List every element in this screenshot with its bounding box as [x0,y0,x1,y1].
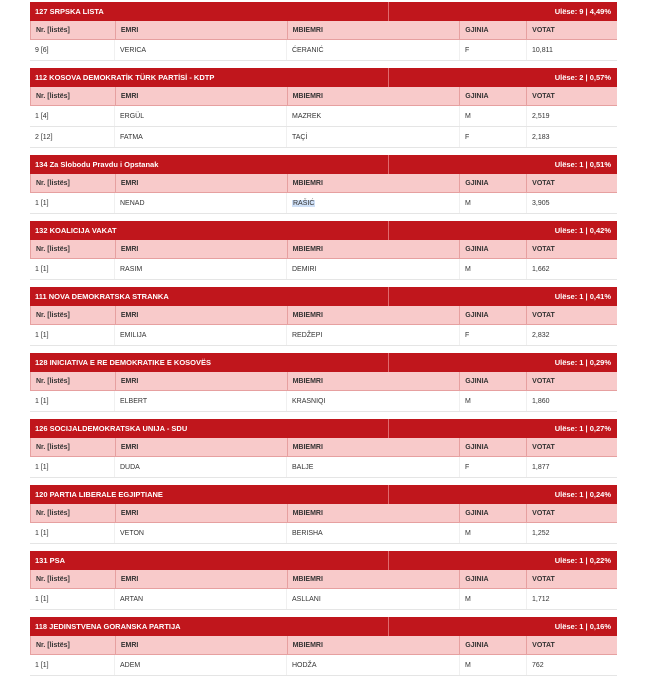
column-header-gender: GJINIA [460,87,527,105]
party-name: 120 PARTIA LIBERALE EGJIPTIANE [30,485,389,504]
party-seats: Ulëse: 2 | 0,57% [554,73,611,82]
column-header-votes: VOTAT [532,311,555,319]
cell-list-number: 9 [6] [30,40,115,60]
column-header-first-name: EMRI [116,87,288,105]
party-header [30,353,617,372]
column-header-first-name: EMRI [116,438,288,456]
party-header [30,617,617,636]
column-header-votes: VOTAT [532,575,555,583]
column-header-last-name: MBIEMRI [288,636,461,654]
selected-text: RAŠIĆ [293,199,315,207]
results-list [30,2,617,683]
cell-gender: F [460,457,527,477]
column-header-gender: GJINIA [460,438,527,456]
party-table [30,2,617,61]
party-seats: Ulëse: 1 | 0,24% [554,490,611,499]
table-row [30,655,617,676]
table-row [30,325,617,346]
party-seats: Ulëse: 1 | 0,42% [554,226,611,235]
party-header [30,419,617,438]
cell-last-name: TAÇİ [287,127,460,147]
column-header-gender: GJINIA [460,372,527,390]
cell-list-number: 1 [1] [30,589,115,609]
cell-list-number: 1 [1] [30,193,115,213]
party-table [30,551,617,610]
column-header-row [30,240,617,259]
column-header-row [30,372,617,391]
column-header-list-number: Nr. [listës] [31,504,116,522]
party-table [30,155,617,214]
column-header-votes: VOTAT [532,641,555,649]
column-header-first-name: EMRI [116,504,288,522]
cell-gender: M [460,259,527,279]
party-name: 111 NOVA DEMOKRATSKA STRANKA [30,287,389,306]
party-name: 118 JEDINSTVENA GORANSKA PARTIJA [30,617,389,636]
cell-gender: M [460,523,527,543]
cell-gender: F [460,40,527,60]
column-header-row [30,174,617,193]
table-row [30,457,617,478]
column-header-row [30,438,617,457]
cell-votes: 762 [532,661,544,669]
party-seats: Ulëse: 1 | 0,22% [554,556,611,565]
party-table [30,617,617,676]
party-header [30,287,617,306]
party-table [30,68,617,148]
column-header-gender: GJINIA [460,504,527,522]
column-header-list-number: Nr. [listës] [31,372,116,390]
cell-gender: M [460,655,527,675]
party-header [30,551,617,570]
column-header-gender: GJINIA [460,174,527,192]
cell-list-number: 1 [1] [30,259,115,279]
column-header-votes: VOTAT [532,26,555,34]
cell-votes: 10,811 [532,46,553,54]
cell-gender: M [460,193,527,213]
table-row [30,127,617,148]
column-header-votes: VOTAT [532,245,555,253]
cell-votes: 1,860 [532,397,550,405]
cell-first-name: ELBERT [115,391,287,411]
column-header-gender: GJINIA [460,21,527,39]
column-header-first-name: EMRI [116,306,288,324]
column-header-first-name: EMRI [116,570,288,588]
cell-votes: 1,252 [532,529,550,537]
party-name: 112 KOSOVA DEMOKRATİK TÜRK PARTİSİ - KDTP [30,68,389,87]
column-header-votes: VOTAT [532,179,555,187]
party-seats: Ulëse: 1 | 0,27% [554,424,611,433]
table-row [30,106,617,127]
column-header-votes: VOTAT [532,377,555,385]
column-header-last-name: MBIEMRI [288,438,461,456]
column-header-row [30,570,617,589]
table-row [30,193,617,214]
cell-last-name: REDŽEPI [287,325,460,345]
party-name: 126 SOCIJALDEMOKRATSKA UNIJA - SDU [30,419,389,438]
cell-last-name [287,193,460,213]
party-seats: Ulëse: 1 | 0,29% [554,358,611,367]
party-seats: Ulëse: 9 | 4,49% [554,7,611,16]
cell-list-number: 1 [1] [30,523,115,543]
table-row [30,391,617,412]
party-table [30,485,617,544]
column-header-gender: GJINIA [460,636,527,654]
cell-first-name: FATMA [115,127,287,147]
cell-first-name: EMILIJA [115,325,287,345]
column-header-last-name: MBIEMRI [288,570,461,588]
party-header [30,155,617,174]
column-header-list-number: Nr. [listës] [31,240,116,258]
party-header [30,2,617,21]
party-table [30,287,617,346]
cell-last-name: BALJE [287,457,460,477]
cell-last-name: HODŽA [287,655,460,675]
cell-last-name: KRASNIQI [287,391,460,411]
column-header-first-name: EMRI [116,21,288,39]
column-header-first-name: EMRI [116,372,288,390]
table-row [30,40,617,61]
party-table [30,353,617,412]
column-header-row [30,636,617,655]
cell-gender: F [460,325,527,345]
cell-list-number: 1 [1] [30,457,115,477]
cell-list-number: 1 [1] [30,325,115,345]
party-name: 127 SRPSKA LISTA [30,2,389,21]
party-name: 134 Za Slobodu Pravdu i Opstanak [30,155,389,174]
cell-last-name: BERISHA [287,523,460,543]
party-seats: Ulëse: 1 | 0,41% [554,292,611,301]
party-table [30,419,617,478]
cell-gender: F [460,127,527,147]
column-header-last-name: MBIEMRI [288,174,461,192]
cell-first-name: NENAD [115,193,287,213]
party-header [30,221,617,240]
column-header-last-name: MBIEMRI [288,504,461,522]
table-row [30,523,617,544]
party-seats: Ulëse: 1 | 0,16% [554,622,611,631]
column-header-list-number: Nr. [listës] [31,21,116,39]
column-header-last-name: MBIEMRI [288,240,461,258]
cell-gender: M [460,391,527,411]
column-header-first-name: EMRI [116,636,288,654]
cell-list-number: 2 [12] [30,127,115,147]
cell-first-name: DUDA [115,457,287,477]
cell-votes: 1,877 [532,463,550,471]
cell-first-name: ADEM [115,655,287,675]
column-header-list-number: Nr. [listës] [31,306,116,324]
column-header-row [30,87,617,106]
party-table [30,221,617,280]
cell-last-name: DEMIRI [287,259,460,279]
party-name: 132 KOALICIJA VAKAT [30,221,389,240]
column-header-list-number: Nr. [listës] [31,87,116,105]
column-header-first-name: EMRI [116,174,288,192]
party-name: 128 INICIATIVA E RE DEMOKRATIKE E KOSOVËS [30,353,389,372]
column-header-row [30,504,617,523]
cell-last-name: MAZREK [287,106,460,126]
cell-votes: 2,183 [532,133,550,141]
column-header-row [30,21,617,40]
cell-votes: 1,712 [532,595,550,603]
column-header-gender: GJINIA [460,570,527,588]
cell-first-name: ARTAN [115,589,287,609]
cell-first-name: RASIM [115,259,287,279]
column-header-row [30,306,617,325]
column-header-votes: VOTAT [532,509,555,517]
column-header-gender: GJINIA [460,240,527,258]
table-row [30,259,617,280]
cell-first-name: VETON [115,523,287,543]
column-header-gender: GJINIA [460,306,527,324]
cell-last-name: ASLLANI [287,589,460,609]
column-header-first-name: EMRI [116,240,288,258]
column-header-list-number: Nr. [listës] [31,174,116,192]
column-header-list-number: Nr. [listës] [31,438,116,456]
cell-gender: M [460,589,527,609]
column-header-list-number: Nr. [listës] [31,570,116,588]
column-header-votes: VOTAT [532,443,555,451]
cell-last-name: ĆERANIĆ [287,40,460,60]
cell-list-number: 1 [1] [30,655,115,675]
column-header-last-name: MBIEMRI [288,306,461,324]
column-header-last-name: MBIEMRI [288,21,461,39]
cell-votes: 2,519 [532,112,550,120]
party-header [30,68,617,87]
column-header-last-name: MBIEMRI [288,87,461,105]
cell-votes: 2,832 [532,331,550,339]
cell-votes: 1,662 [532,265,550,273]
column-header-votes: VOTAT [532,92,555,100]
cell-list-number: 1 [4] [30,106,115,126]
party-seats: Ulëse: 1 | 0,51% [554,160,611,169]
cell-gender: M [460,106,527,126]
cell-first-name: ERGÜL [115,106,287,126]
cell-first-name: VERICA [115,40,287,60]
cell-votes: 3,905 [532,199,550,207]
party-name: 131 PSA [30,551,389,570]
column-header-list-number: Nr. [listës] [31,636,116,654]
cell-list-number: 1 [1] [30,391,115,411]
party-header [30,485,617,504]
column-header-last-name: MBIEMRI [288,372,461,390]
